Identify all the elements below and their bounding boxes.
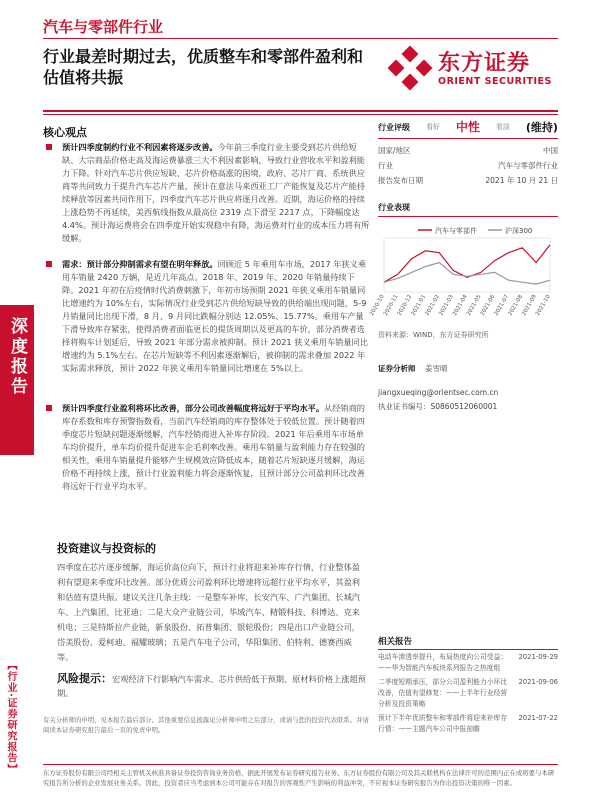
x-tick-label: 2020-11 (382, 294, 400, 317)
legend-label-0: 汽车与零部件 (435, 227, 477, 235)
disclaimer: 有关分析师的申明，见本报告最后部分。其他重要信息披露见分析师申明之后部分，或请与您的投资代表联系。并请阅读本证券研究报告最后一页的免责申明。 (43, 716, 369, 734)
x-tick-label: 2020-10 (369, 294, 386, 317)
related-report-date: 2021-07-22 (518, 714, 558, 722)
info-row-region (378, 143, 558, 158)
bullet-body: 从经销商的库存系数和库存预警指数看，当前汽车经销商的库存整体处于较低位置。预计随着四季度芯片短缺问题逐渐缓解，汽车经销商进入补库存阶段。2021 年后乘用车市场单车均价提升，单车均价提升促进车企毛利率改善。乘用车销量与盈利能力存在较强的相关性，乘用车销量提升能够产生规模效应降低成本，随着芯片短缺逐月缓解，海运价格不再持续上涨，预计行业盈利能力将会逐渐恢复，且预计部分公司盈利环比改善将远好于行业平均水平。 (62, 403, 365, 491)
bullet-marker (46, 144, 52, 150)
core-bullet-3 (48, 402, 371, 493)
report-title: 行业最差时期过去，优质整车和零部件盈利和估值将共振 (43, 47, 364, 87)
rating-label: 行业评级 (378, 123, 410, 132)
brand-logo-icon (388, 46, 432, 90)
performance-chart (369, 220, 558, 320)
x-tick-label: 2021-03 (438, 294, 455, 317)
risk-text: 宏观经济下行影响汽车需求、芯片供给低于预期、原材料价格上涨超预期。 (57, 674, 366, 698)
x-tick-label: 2021-08 (507, 294, 525, 317)
info-row-date (378, 173, 558, 188)
chart-source: 资料来源：WIND，东方证券研究所 (378, 331, 489, 339)
related-report-item[interactable] (378, 713, 558, 735)
risk-title: 风险提示： (57, 672, 112, 685)
industry-name: 汽车与零部件行业 (43, 18, 164, 36)
related-report-date: 2021-09-06 (518, 678, 558, 686)
x-tick-label: 2021-01 (410, 294, 428, 317)
x-tick-label: 2021-02 (424, 294, 442, 317)
bullet-lead: 预计四季度行业盈利将环比改善，部分公司改善幅度将远好于平均水平。 (62, 403, 325, 413)
report-category-vertical: 【行业·证券研究报告】 (5, 660, 16, 775)
related-report-item[interactable] (378, 677, 558, 710)
x-tick-label: 2021-04 (452, 294, 469, 317)
info-value: 2021 年 10 月 21 日 (485, 176, 558, 185)
legend-label-1: 沪深300 (505, 227, 533, 235)
related-divider (378, 649, 558, 650)
series-line-1 (384, 263, 550, 285)
bullet-lead: 预计四季度制约行业不利因素将逐步改善。 (62, 142, 218, 152)
x-tick-label: 2021-05 (465, 294, 483, 317)
performance-divider (378, 216, 558, 217)
analyst-email[interactable]: jiangxueqing@orientsec.com.cn (378, 388, 499, 397)
x-tick-label: 2021-10 (535, 294, 552, 317)
x-tick-label: 2020-12 (396, 294, 414, 317)
related-report-item[interactable] (378, 652, 558, 674)
title-divider-thin (43, 114, 558, 115)
info-value: 汽车与零部件行业 (498, 161, 558, 170)
footer-divider (43, 764, 558, 765)
report-type-label: 深度报告 (7, 317, 27, 397)
core-views-title: 核心观点 (43, 126, 87, 139)
related-report-title[interactable]: 电动车渗透率提升，布局热度向公司受益：——华为智能汽车板块系列报告之热度组 (378, 653, 508, 672)
info-key: 行业 (378, 161, 393, 170)
investment-title: 投资建议与投资标的 (57, 542, 156, 555)
brand-name-en: ORIENT SECURITIES (438, 76, 552, 87)
core-bullet-1 (48, 141, 371, 245)
footer-text: 东方证券股份有限公司经相关主管机关核准具备证券投资咨询业务资格，据此开展发布证券研究报告业务。东方证券股份有限公司及其关联机构在法律许可的范围内正在或将要与本研究报告所分析的企业发展业务关系。因此，投资者应当考虑到本公司可能存在对报告的客观性产生影响的利益冲突，不应视本证券研究报告为作出投资决策的唯一因素。 (43, 769, 555, 787)
info-row-industry (378, 158, 558, 173)
performance-title: 行业表现 (378, 203, 410, 212)
header-divider (43, 38, 558, 39)
title-divider (43, 110, 558, 112)
bullet-body: 回顾近 5 年乘用车市场，2017 年狭义乘用车销量 2420 万辆，是近几年高点。2018 年、2019 年、2020 年销量持续下降。2021 年初在后疫情时代消费刺激下，年初市场预期 2021 年狭义乘用车销量同比增速约为 10%左右，实际情况行业受到芯片供给短缺导致的供给端出现问题，5-9 月销量同比出现下滑，8 月、9 月同比跌幅分别达 12.05%、15.77%。乘用车产量下滑导致库存紧张，使得消费者面临更长的提货周期以及更高的车价，部分消费者选择将购车计划延后，导致 2021 年部分需求被抑制。预计 2021 狭义乘用车销量同比增速约为 5.1%左右。在芯片短缺等不利因素逐渐解后，被抑制的需求叠加 2022 年实际需求释放，预计 2022 年狭义乘用车销量同比增速在 5%以上。 (62, 259, 368, 373)
bullet-lead: 需求：预计部分抑制需求有望在明年释放。 (62, 259, 218, 269)
x-tick-label: 2021-09 (521, 294, 538, 317)
rating-row (378, 120, 558, 139)
rating-maintain: (维持) (525, 121, 558, 134)
investment-text: 四季度在芯片逐步缓解、海运价高位向下，预计行业将迎来补库存行情，行业整体盈利有望迎来季度环比改善。部分优质公司盈利环比增速将远超行业平均水平，其盈利和估值有望共振。建议关注几条主线：一是整车补库，长安汽车、广汽集团、长城汽车、上汽集团、比亚迪；二是大众产业链公司，华域汽车、精锻科技、科博达、克来机电；三是特斯拉产业链，新泉股份、拓普集团、银轮股份；四是出口产业链公司，岱美股份、爱柯迪、福耀玻璃；五是汽车电子公司，华阳集团、伯特利、德赛西威等。 (57, 562, 360, 662)
risk-warning (57, 672, 372, 700)
brand-name: 东方证券 (438, 51, 531, 76)
analyst-label: 证券分析师 (378, 364, 416, 373)
info-value: 中国 (543, 146, 558, 155)
chart-frame (384, 238, 550, 292)
brand-logo (388, 44, 568, 94)
analyst-license-label: 执业证书编号： (378, 402, 431, 411)
core-bullet-2 (48, 258, 371, 375)
x-tick-label: 2021-07 (493, 294, 511, 317)
analyst-license: S0860512060001 (430, 402, 498, 411)
x-tick-label: 2021-06 (479, 294, 497, 317)
bullet-marker (46, 261, 52, 267)
info-key: 报告发布日期 (378, 176, 423, 185)
rating-positive-label: 看好 (425, 123, 440, 131)
report-type-tab (0, 305, 34, 455)
analyst-name: 姜雪晴 (425, 364, 448, 373)
rating-negative-label: 看淡 (495, 123, 510, 131)
related-reports-list (378, 652, 558, 738)
rating-panel (378, 120, 558, 188)
rating-current: 中性 (455, 120, 480, 134)
related-report-title[interactable]: 预计下半年优质整车和零部件将迎来补库存行情：——主题汽车公司中报前瞻 (378, 714, 508, 733)
bullet-marker (46, 405, 52, 411)
related-report-title[interactable]: 二季度短期承压，部分公司盈利能力小环比改善，估值有望修复：——上半年行业经营分析及投资策略 (378, 678, 508, 708)
info-key: 国家/地区 (378, 146, 411, 155)
bullet-body: 今年前三季度行业主要受到芯片供给短缺、大宗商品价格走高及海运费暴涨三大不利因素影响，导致行业营收水平和盈利能力下降。针对汽车芯片供应短缺、芯片价格高涨的困境，政府、芯片厂商、系统供应商等共同致力于提升汽车芯片产量，预计在意法马来西亚工厂产能恢复及芯片产能持续释放等因素共同作用下，四季度汽车芯片供应将逐月改善。近期，海运价格的持续上涨趋势不再延续，美西航线指数从最高位 2319 点下滑至 2217 点，下降幅度达 4.4%。预计海运费将会在四季度开始实现稳中有降，海运费对行业的成本压力将有所缓解。 (62, 142, 370, 243)
related-reports-title: 相关报告 (378, 637, 413, 647)
analyst-panel (378, 362, 558, 414)
related-report-date: 2021-09-29 (518, 653, 558, 661)
